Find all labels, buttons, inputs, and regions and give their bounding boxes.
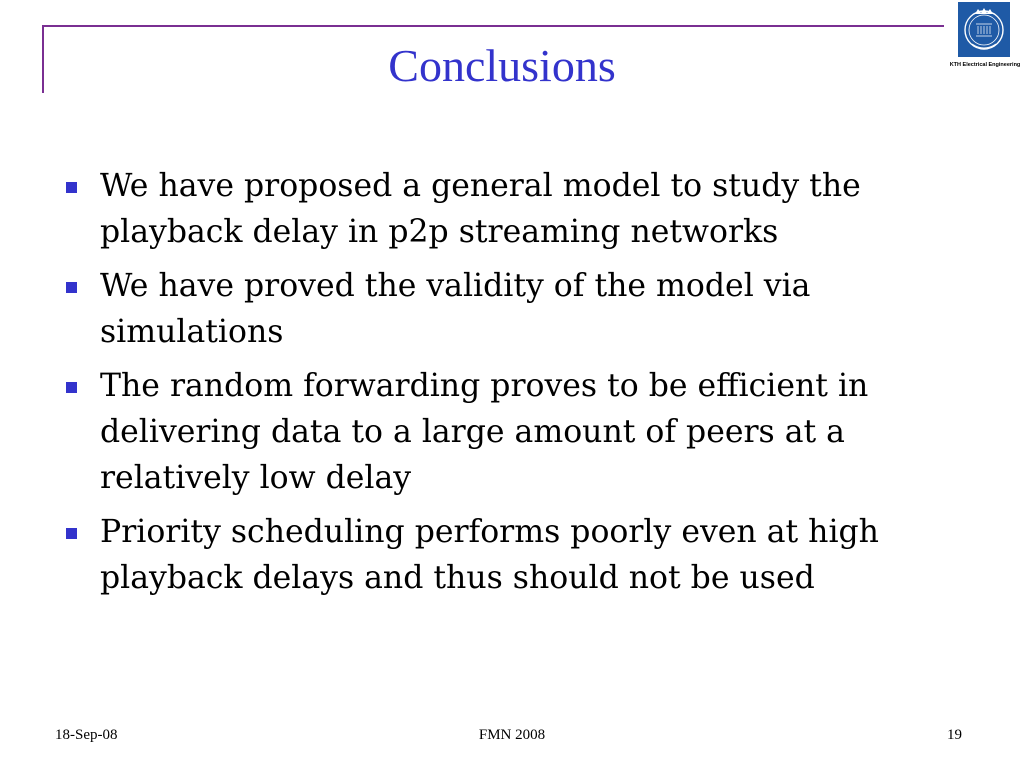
- bullet-text: Priority scheduling performs poorly even at high playback delays and thus should not be used: [100, 514, 879, 596]
- slide-title: Conclusions: [388, 40, 616, 91]
- square-bullet-icon: [66, 182, 77, 193]
- footer-conference: FMN 2008: [478, 727, 546, 743]
- bullet-text: We have proposed a general model to study the playback delay in p2p streaming networks: [100, 168, 861, 250]
- logo-caption: KTH Electrical Engineering: [949, 62, 1021, 68]
- bullet-item: [62, 509, 982, 601]
- bullet-text: We have proved the validity of the model via simulations: [100, 268, 811, 350]
- bullet-list: [62, 163, 982, 609]
- square-bullet-icon: [66, 382, 77, 393]
- bullet-item: [62, 163, 982, 255]
- kth-logo: [946, 0, 1024, 82]
- bullet-item: [62, 363, 982, 501]
- frame-top-line: [42, 25, 944, 27]
- kth-crest-icon: [958, 2, 1010, 57]
- kth-crest-graphic: [958, 2, 1010, 57]
- bullet-item: [62, 263, 982, 355]
- square-bullet-icon: [66, 528, 77, 539]
- footer-date: 18-Sep-08: [55, 727, 118, 743]
- page-number: 19: [947, 727, 962, 743]
- square-bullet-icon: [66, 282, 77, 293]
- bullet-text: The random forwarding proves to be efficient in delivering data to a large amount of peers at a relatively low delay: [100, 368, 869, 496]
